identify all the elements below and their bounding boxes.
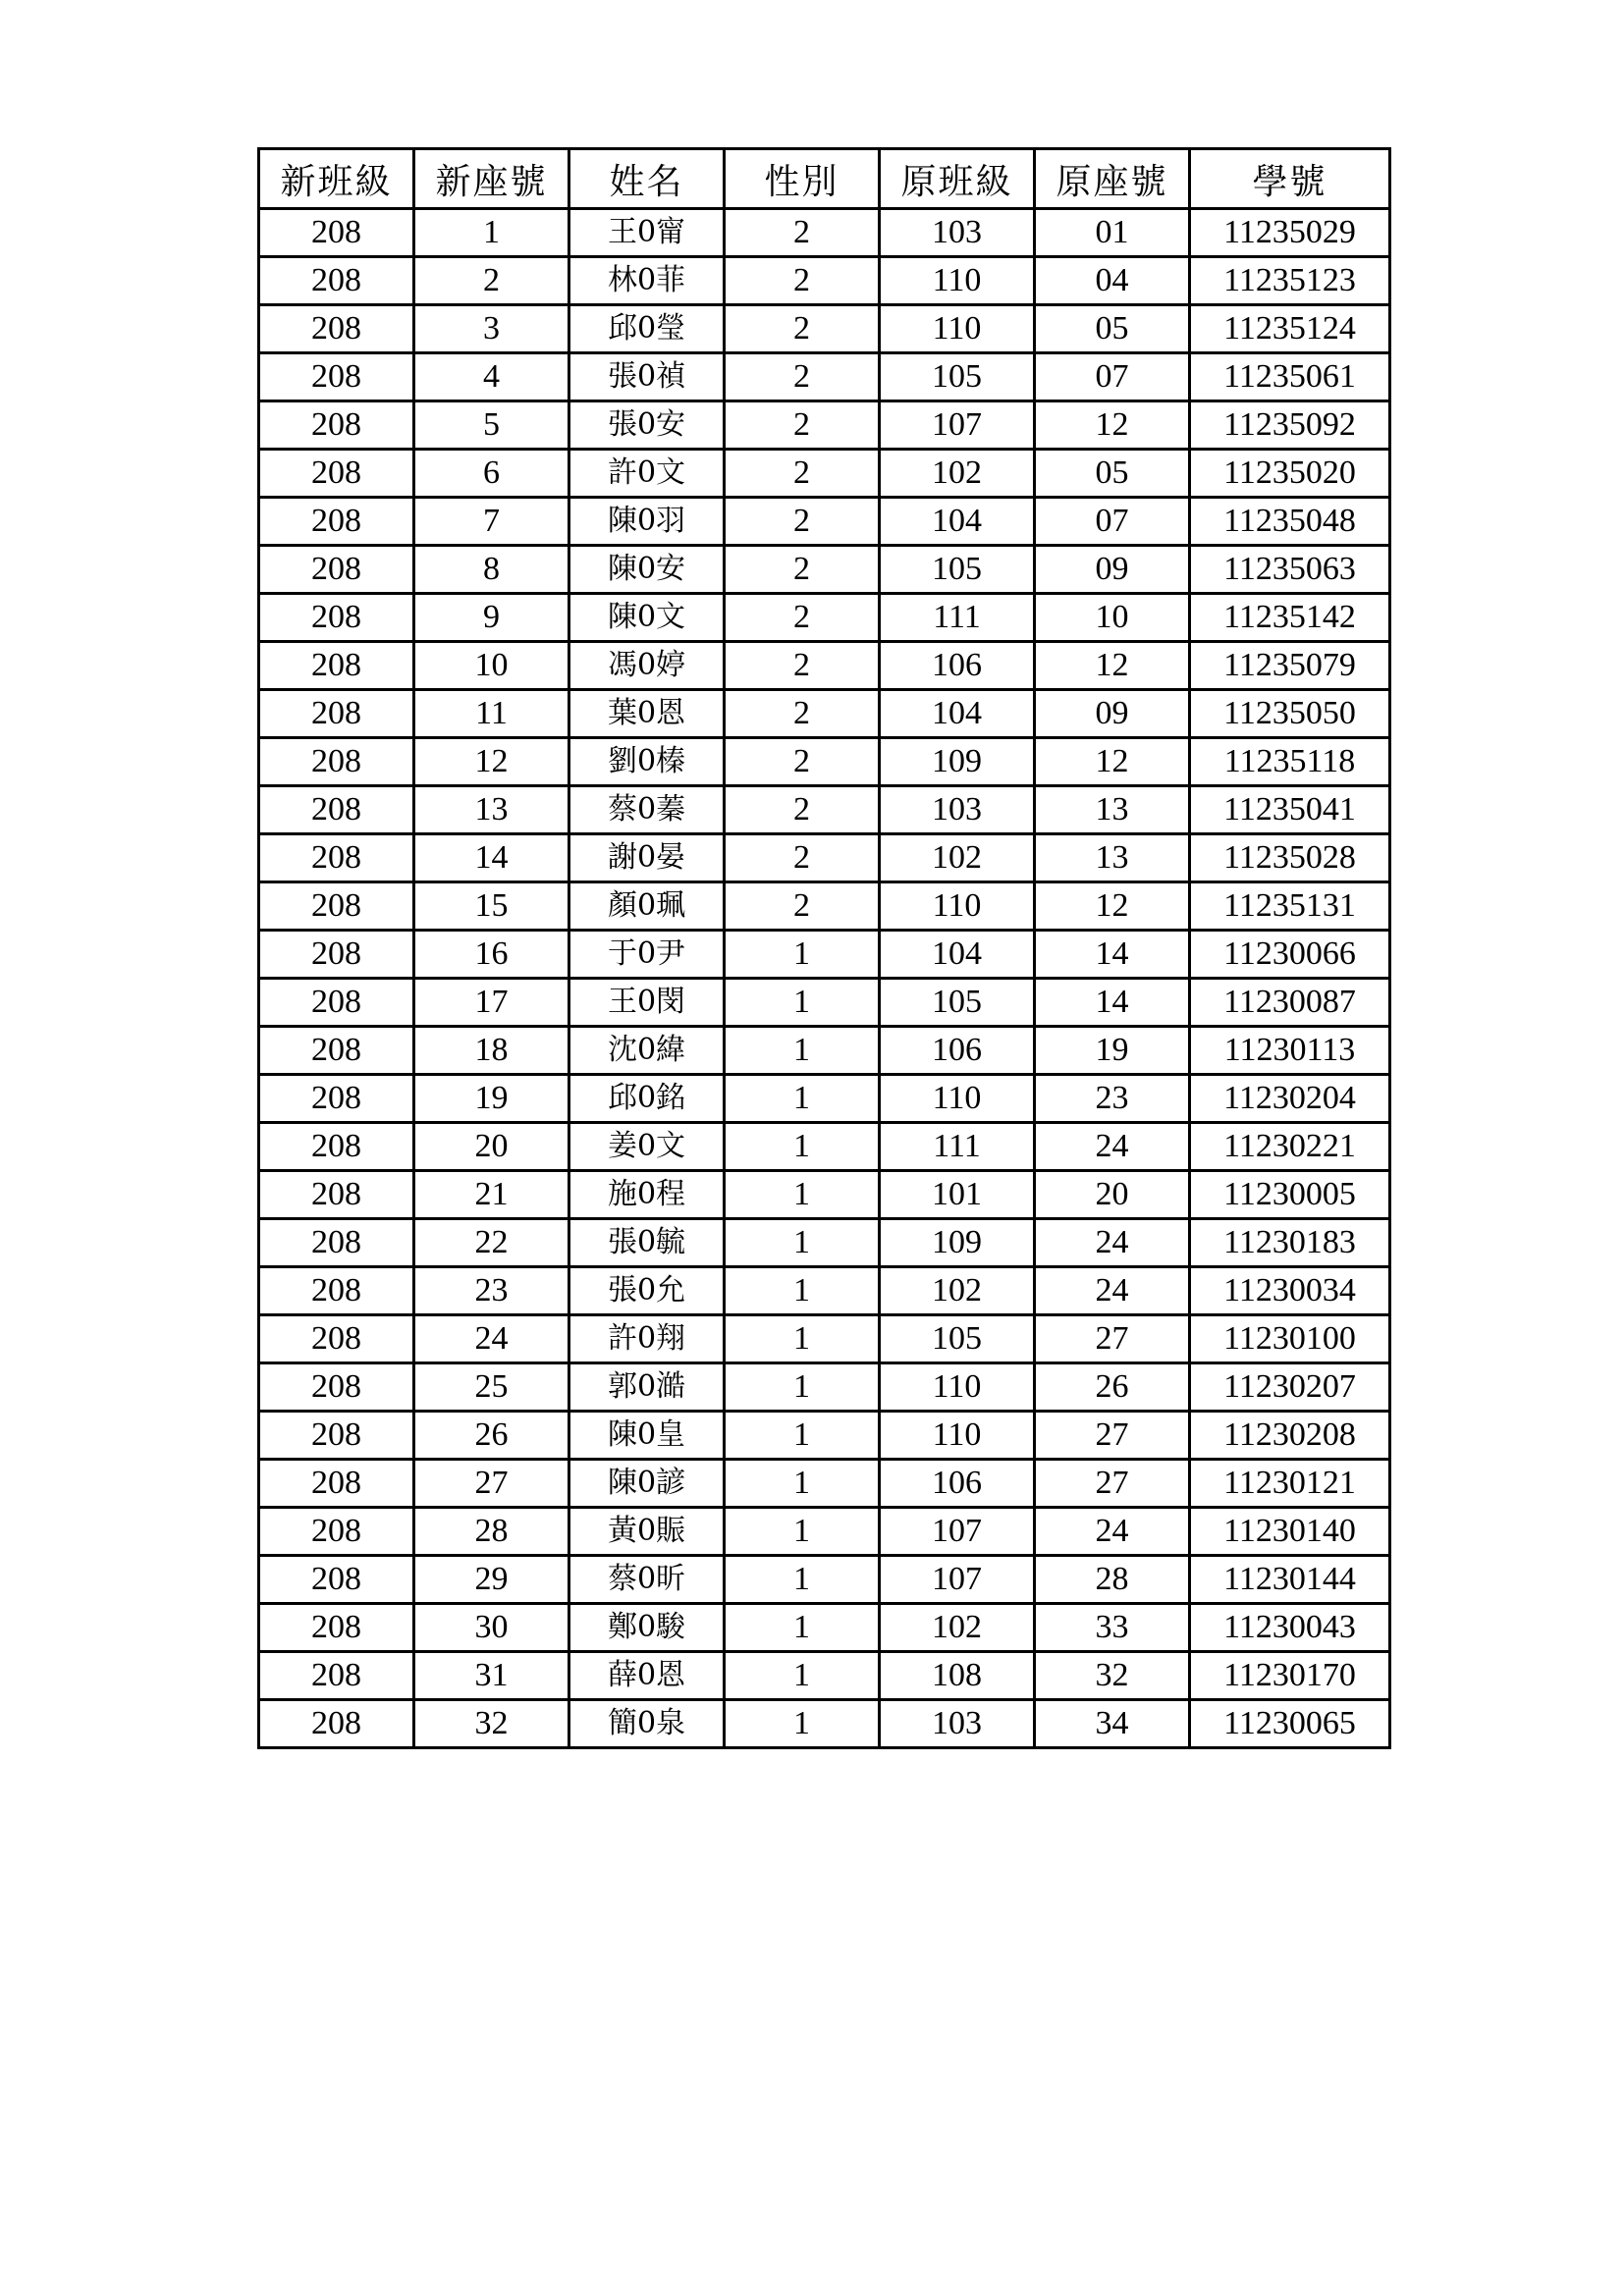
cell-gender: 1 bbox=[725, 931, 880, 979]
cell-new-class: 208 bbox=[259, 738, 414, 786]
cell-gender: 2 bbox=[725, 642, 880, 690]
class-roster-table bbox=[257, 147, 1391, 1749]
table-row bbox=[259, 1700, 1390, 1748]
cell-student-id: 11230121 bbox=[1190, 1460, 1390, 1508]
cell-name: 王0甯 bbox=[569, 209, 725, 257]
cell-new-class: 208 bbox=[259, 257, 414, 305]
cell-gender: 1 bbox=[725, 1700, 880, 1748]
cell-new-seat: 8 bbox=[414, 546, 569, 594]
cell-new-class: 208 bbox=[259, 1700, 414, 1748]
cell-name: 于0尹 bbox=[569, 931, 725, 979]
cell-new-seat: 25 bbox=[414, 1363, 569, 1412]
cell-orig-class: 105 bbox=[880, 546, 1035, 594]
cell-orig-seat: 09 bbox=[1035, 690, 1190, 738]
cell-orig-seat: 10 bbox=[1035, 594, 1190, 642]
cell-new-seat: 11 bbox=[414, 690, 569, 738]
cell-name: 陳0安 bbox=[569, 546, 725, 594]
cell-gender: 1 bbox=[725, 1219, 880, 1267]
cell-new-class: 208 bbox=[259, 1027, 414, 1075]
table-row bbox=[259, 1075, 1390, 1123]
cell-student-id: 11235050 bbox=[1190, 690, 1390, 738]
cell-student-id: 11230034 bbox=[1190, 1267, 1390, 1315]
cell-name: 簡0泉 bbox=[569, 1700, 725, 1748]
cell-orig-class: 102 bbox=[880, 1604, 1035, 1652]
cell-orig-class: 110 bbox=[880, 305, 1035, 353]
cell-orig-seat: 26 bbox=[1035, 1363, 1190, 1412]
cell-gender: 2 bbox=[725, 690, 880, 738]
cell-name: 張0禎 bbox=[569, 353, 725, 401]
cell-student-id: 11230113 bbox=[1190, 1027, 1390, 1075]
cell-orig-seat: 24 bbox=[1035, 1508, 1190, 1556]
cell-student-id: 11235029 bbox=[1190, 209, 1390, 257]
cell-orig-class: 110 bbox=[880, 1075, 1035, 1123]
header-orig-seat: 原座號 bbox=[1035, 149, 1190, 209]
cell-new-class: 208 bbox=[259, 305, 414, 353]
cell-student-id: 11235041 bbox=[1190, 786, 1390, 834]
cell-name: 邱0瑩 bbox=[569, 305, 725, 353]
table-row bbox=[259, 1219, 1390, 1267]
table-row bbox=[259, 642, 1390, 690]
cell-student-id: 11235118 bbox=[1190, 738, 1390, 786]
cell-gender: 2 bbox=[725, 738, 880, 786]
cell-new-seat: 26 bbox=[414, 1412, 569, 1460]
cell-orig-class: 101 bbox=[880, 1171, 1035, 1219]
cell-student-id: 11230144 bbox=[1190, 1556, 1390, 1604]
cell-name: 林0菲 bbox=[569, 257, 725, 305]
cell-new-class: 208 bbox=[259, 1412, 414, 1460]
cell-orig-seat: 01 bbox=[1035, 209, 1190, 257]
cell-new-class: 208 bbox=[259, 834, 414, 882]
table-row bbox=[259, 257, 1390, 305]
cell-orig-seat: 14 bbox=[1035, 931, 1190, 979]
cell-orig-seat: 28 bbox=[1035, 1556, 1190, 1604]
cell-new-class: 208 bbox=[259, 353, 414, 401]
table-row bbox=[259, 979, 1390, 1027]
cell-new-seat: 16 bbox=[414, 931, 569, 979]
cell-orig-class: 109 bbox=[880, 738, 1035, 786]
cell-gender: 1 bbox=[725, 1460, 880, 1508]
table-row bbox=[259, 1267, 1390, 1315]
cell-new-class: 208 bbox=[259, 1460, 414, 1508]
cell-orig-seat: 09 bbox=[1035, 546, 1190, 594]
cell-new-class: 208 bbox=[259, 1219, 414, 1267]
cell-orig-seat: 04 bbox=[1035, 257, 1190, 305]
cell-new-class: 208 bbox=[259, 1556, 414, 1604]
cell-new-class: 208 bbox=[259, 1652, 414, 1700]
cell-orig-seat: 24 bbox=[1035, 1267, 1190, 1315]
cell-name: 邱0銘 bbox=[569, 1075, 725, 1123]
cell-student-id: 11230100 bbox=[1190, 1315, 1390, 1363]
table-row bbox=[259, 690, 1390, 738]
cell-name: 陳0皇 bbox=[569, 1412, 725, 1460]
table-row bbox=[259, 1508, 1390, 1556]
cell-gender: 1 bbox=[725, 1123, 880, 1171]
cell-orig-seat: 27 bbox=[1035, 1460, 1190, 1508]
table-row bbox=[259, 1412, 1390, 1460]
cell-new-seat: 13 bbox=[414, 786, 569, 834]
cell-student-id: 11230043 bbox=[1190, 1604, 1390, 1652]
cell-student-id: 11230140 bbox=[1190, 1508, 1390, 1556]
cell-orig-class: 105 bbox=[880, 1315, 1035, 1363]
cell-new-seat: 7 bbox=[414, 498, 569, 546]
table-row bbox=[259, 594, 1390, 642]
cell-new-seat: 10 bbox=[414, 642, 569, 690]
cell-new-seat: 32 bbox=[414, 1700, 569, 1748]
cell-orig-class: 106 bbox=[880, 642, 1035, 690]
cell-new-seat: 14 bbox=[414, 834, 569, 882]
table-row bbox=[259, 1604, 1390, 1652]
cell-gender: 1 bbox=[725, 1315, 880, 1363]
table-row bbox=[259, 786, 1390, 834]
cell-student-id: 11235048 bbox=[1190, 498, 1390, 546]
cell-orig-seat: 34 bbox=[1035, 1700, 1190, 1748]
cell-new-class: 208 bbox=[259, 1123, 414, 1171]
cell-orig-class: 104 bbox=[880, 498, 1035, 546]
cell-orig-class: 107 bbox=[880, 1556, 1035, 1604]
cell-orig-class: 105 bbox=[880, 979, 1035, 1027]
cell-name: 蔡0蓁 bbox=[569, 786, 725, 834]
cell-new-class: 208 bbox=[259, 690, 414, 738]
table-row bbox=[259, 1123, 1390, 1171]
cell-orig-seat: 24 bbox=[1035, 1123, 1190, 1171]
cell-name: 許0文 bbox=[569, 450, 725, 498]
table-row bbox=[259, 1027, 1390, 1075]
cell-gender: 1 bbox=[725, 1363, 880, 1412]
cell-student-id: 11235142 bbox=[1190, 594, 1390, 642]
table-row bbox=[259, 1460, 1390, 1508]
cell-new-class: 208 bbox=[259, 1315, 414, 1363]
cell-new-seat: 19 bbox=[414, 1075, 569, 1123]
cell-orig-seat: 13 bbox=[1035, 786, 1190, 834]
cell-orig-seat: 12 bbox=[1035, 401, 1190, 450]
cell-orig-seat: 33 bbox=[1035, 1604, 1190, 1652]
cell-orig-class: 110 bbox=[880, 1363, 1035, 1412]
cell-new-seat: 30 bbox=[414, 1604, 569, 1652]
cell-new-class: 208 bbox=[259, 931, 414, 979]
cell-new-class: 208 bbox=[259, 979, 414, 1027]
cell-name: 顏0珮 bbox=[569, 882, 725, 931]
cell-new-class: 208 bbox=[259, 546, 414, 594]
cell-student-id: 11235123 bbox=[1190, 257, 1390, 305]
cell-orig-seat: 20 bbox=[1035, 1171, 1190, 1219]
cell-name: 劉0榛 bbox=[569, 738, 725, 786]
cell-student-id: 11235028 bbox=[1190, 834, 1390, 882]
table-row bbox=[259, 1363, 1390, 1412]
cell-orig-seat: 27 bbox=[1035, 1412, 1190, 1460]
cell-gender: 2 bbox=[725, 353, 880, 401]
cell-orig-class: 110 bbox=[880, 257, 1035, 305]
cell-gender: 2 bbox=[725, 498, 880, 546]
cell-gender: 2 bbox=[725, 450, 880, 498]
cell-student-id: 11230221 bbox=[1190, 1123, 1390, 1171]
cell-orig-class: 106 bbox=[880, 1460, 1035, 1508]
cell-new-seat: 23 bbox=[414, 1267, 569, 1315]
cell-orig-class: 110 bbox=[880, 1412, 1035, 1460]
cell-name: 馮0婷 bbox=[569, 642, 725, 690]
cell-orig-class: 108 bbox=[880, 1652, 1035, 1700]
table-row bbox=[259, 1652, 1390, 1700]
table-row bbox=[259, 1315, 1390, 1363]
cell-gender: 2 bbox=[725, 594, 880, 642]
cell-orig-class: 111 bbox=[880, 594, 1035, 642]
cell-orig-class: 110 bbox=[880, 882, 1035, 931]
cell-name: 陳0諺 bbox=[569, 1460, 725, 1508]
cell-orig-class: 107 bbox=[880, 401, 1035, 450]
cell-orig-class: 109 bbox=[880, 1219, 1035, 1267]
cell-name: 張0允 bbox=[569, 1267, 725, 1315]
header-row bbox=[259, 149, 1390, 209]
table-row bbox=[259, 882, 1390, 931]
table-row bbox=[259, 498, 1390, 546]
cell-new-class: 208 bbox=[259, 1171, 414, 1219]
cell-new-class: 208 bbox=[259, 1267, 414, 1315]
cell-orig-seat: 05 bbox=[1035, 305, 1190, 353]
cell-gender: 1 bbox=[725, 1027, 880, 1075]
cell-new-class: 208 bbox=[259, 882, 414, 931]
header-new-seat: 新座號 bbox=[414, 149, 569, 209]
cell-name: 鄭0駿 bbox=[569, 1604, 725, 1652]
cell-new-class: 208 bbox=[259, 498, 414, 546]
cell-gender: 1 bbox=[725, 979, 880, 1027]
cell-orig-seat: 13 bbox=[1035, 834, 1190, 882]
cell-orig-class: 102 bbox=[880, 450, 1035, 498]
cell-name: 謝0晏 bbox=[569, 834, 725, 882]
cell-student-id: 11235020 bbox=[1190, 450, 1390, 498]
cell-orig-seat: 27 bbox=[1035, 1315, 1190, 1363]
cell-orig-seat: 14 bbox=[1035, 979, 1190, 1027]
cell-orig-seat: 07 bbox=[1035, 353, 1190, 401]
cell-orig-class: 111 bbox=[880, 1123, 1035, 1171]
cell-orig-class: 106 bbox=[880, 1027, 1035, 1075]
cell-name: 薛0恩 bbox=[569, 1652, 725, 1700]
cell-new-seat: 31 bbox=[414, 1652, 569, 1700]
cell-new-seat: 3 bbox=[414, 305, 569, 353]
cell-orig-class: 104 bbox=[880, 690, 1035, 738]
cell-new-seat: 4 bbox=[414, 353, 569, 401]
cell-name: 王0閔 bbox=[569, 979, 725, 1027]
cell-gender: 1 bbox=[725, 1075, 880, 1123]
cell-orig-class: 104 bbox=[880, 931, 1035, 979]
cell-new-seat: 5 bbox=[414, 401, 569, 450]
header-gender: 性別 bbox=[725, 149, 880, 209]
cell-orig-seat: 07 bbox=[1035, 498, 1190, 546]
cell-name: 郭0澔 bbox=[569, 1363, 725, 1412]
table-row bbox=[259, 209, 1390, 257]
cell-new-class: 208 bbox=[259, 1363, 414, 1412]
cell-new-seat: 15 bbox=[414, 882, 569, 931]
cell-gender: 2 bbox=[725, 257, 880, 305]
cell-gender: 1 bbox=[725, 1556, 880, 1604]
cell-orig-class: 105 bbox=[880, 353, 1035, 401]
cell-orig-class: 103 bbox=[880, 1700, 1035, 1748]
cell-new-seat: 20 bbox=[414, 1123, 569, 1171]
table-row bbox=[259, 353, 1390, 401]
cell-gender: 1 bbox=[725, 1412, 880, 1460]
cell-gender: 2 bbox=[725, 786, 880, 834]
cell-student-id: 11230170 bbox=[1190, 1652, 1390, 1700]
cell-name: 姜0文 bbox=[569, 1123, 725, 1171]
table-row bbox=[259, 546, 1390, 594]
cell-name: 陳0羽 bbox=[569, 498, 725, 546]
cell-gender: 2 bbox=[725, 834, 880, 882]
cell-gender: 2 bbox=[725, 209, 880, 257]
cell-student-id: 11235061 bbox=[1190, 353, 1390, 401]
cell-name: 蔡0昕 bbox=[569, 1556, 725, 1604]
cell-orig-class: 103 bbox=[880, 786, 1035, 834]
cell-new-class: 208 bbox=[259, 594, 414, 642]
cell-gender: 1 bbox=[725, 1604, 880, 1652]
table-row bbox=[259, 1556, 1390, 1604]
cell-new-class: 208 bbox=[259, 786, 414, 834]
cell-orig-seat: 12 bbox=[1035, 642, 1190, 690]
cell-gender: 1 bbox=[725, 1267, 880, 1315]
cell-orig-seat: 19 bbox=[1035, 1027, 1190, 1075]
cell-name: 沈0緯 bbox=[569, 1027, 725, 1075]
cell-new-class: 208 bbox=[259, 1075, 414, 1123]
table-row bbox=[259, 305, 1390, 353]
cell-gender: 2 bbox=[725, 305, 880, 353]
cell-new-class: 208 bbox=[259, 642, 414, 690]
cell-name: 許0翔 bbox=[569, 1315, 725, 1363]
cell-student-id: 11230005 bbox=[1190, 1171, 1390, 1219]
cell-new-seat: 17 bbox=[414, 979, 569, 1027]
cell-new-seat: 9 bbox=[414, 594, 569, 642]
cell-student-id: 11235079 bbox=[1190, 642, 1390, 690]
header-orig-class: 原班級 bbox=[880, 149, 1035, 209]
cell-gender: 1 bbox=[725, 1508, 880, 1556]
cell-new-seat: 22 bbox=[414, 1219, 569, 1267]
cell-new-seat: 18 bbox=[414, 1027, 569, 1075]
cell-new-class: 208 bbox=[259, 1604, 414, 1652]
cell-gender: 2 bbox=[725, 546, 880, 594]
cell-gender: 2 bbox=[725, 401, 880, 450]
cell-name: 葉0恩 bbox=[569, 690, 725, 738]
cell-new-seat: 12 bbox=[414, 738, 569, 786]
header-student-id: 學號 bbox=[1190, 149, 1390, 209]
table-row bbox=[259, 1171, 1390, 1219]
header-new-class: 新班級 bbox=[259, 149, 414, 209]
cell-student-id: 11235131 bbox=[1190, 882, 1390, 931]
cell-new-seat: 28 bbox=[414, 1508, 569, 1556]
cell-student-id: 11235092 bbox=[1190, 401, 1390, 450]
cell-new-seat: 24 bbox=[414, 1315, 569, 1363]
cell-new-seat: 1 bbox=[414, 209, 569, 257]
header-name: 姓名 bbox=[569, 149, 725, 209]
table-row bbox=[259, 738, 1390, 786]
cell-name: 黃0賑 bbox=[569, 1508, 725, 1556]
cell-orig-seat: 05 bbox=[1035, 450, 1190, 498]
table-row bbox=[259, 401, 1390, 450]
cell-name: 張0毓 bbox=[569, 1219, 725, 1267]
cell-orig-class: 107 bbox=[880, 1508, 1035, 1556]
table-row bbox=[259, 834, 1390, 882]
cell-gender: 1 bbox=[725, 1171, 880, 1219]
cell-orig-seat: 32 bbox=[1035, 1652, 1190, 1700]
cell-name: 施0程 bbox=[569, 1171, 725, 1219]
cell-gender: 1 bbox=[725, 1652, 880, 1700]
cell-new-class: 208 bbox=[259, 401, 414, 450]
cell-orig-seat: 23 bbox=[1035, 1075, 1190, 1123]
cell-new-seat: 6 bbox=[414, 450, 569, 498]
cell-new-seat: 2 bbox=[414, 257, 569, 305]
cell-student-id: 11230204 bbox=[1190, 1075, 1390, 1123]
cell-student-id: 11235124 bbox=[1190, 305, 1390, 353]
cell-orig-seat: 12 bbox=[1035, 882, 1190, 931]
cell-orig-class: 103 bbox=[880, 209, 1035, 257]
cell-student-id: 11235063 bbox=[1190, 546, 1390, 594]
cell-orig-class: 102 bbox=[880, 1267, 1035, 1315]
cell-student-id: 11230183 bbox=[1190, 1219, 1390, 1267]
cell-name: 張0安 bbox=[569, 401, 725, 450]
cell-gender: 2 bbox=[725, 882, 880, 931]
cell-new-seat: 29 bbox=[414, 1556, 569, 1604]
cell-student-id: 11230207 bbox=[1190, 1363, 1390, 1412]
table-body bbox=[259, 209, 1390, 1748]
cell-student-id: 11230066 bbox=[1190, 931, 1390, 979]
cell-orig-class: 102 bbox=[880, 834, 1035, 882]
cell-new-seat: 27 bbox=[414, 1460, 569, 1508]
table-row bbox=[259, 931, 1390, 979]
cell-orig-seat: 24 bbox=[1035, 1219, 1190, 1267]
cell-orig-seat: 12 bbox=[1035, 738, 1190, 786]
cell-name: 陳0文 bbox=[569, 594, 725, 642]
cell-student-id: 11230087 bbox=[1190, 979, 1390, 1027]
cell-new-seat: 21 bbox=[414, 1171, 569, 1219]
table-row bbox=[259, 450, 1390, 498]
cell-new-class: 208 bbox=[259, 1508, 414, 1556]
cell-new-class: 208 bbox=[259, 450, 414, 498]
cell-student-id: 11230208 bbox=[1190, 1412, 1390, 1460]
cell-new-class: 208 bbox=[259, 209, 414, 257]
cell-student-id: 11230065 bbox=[1190, 1700, 1390, 1748]
